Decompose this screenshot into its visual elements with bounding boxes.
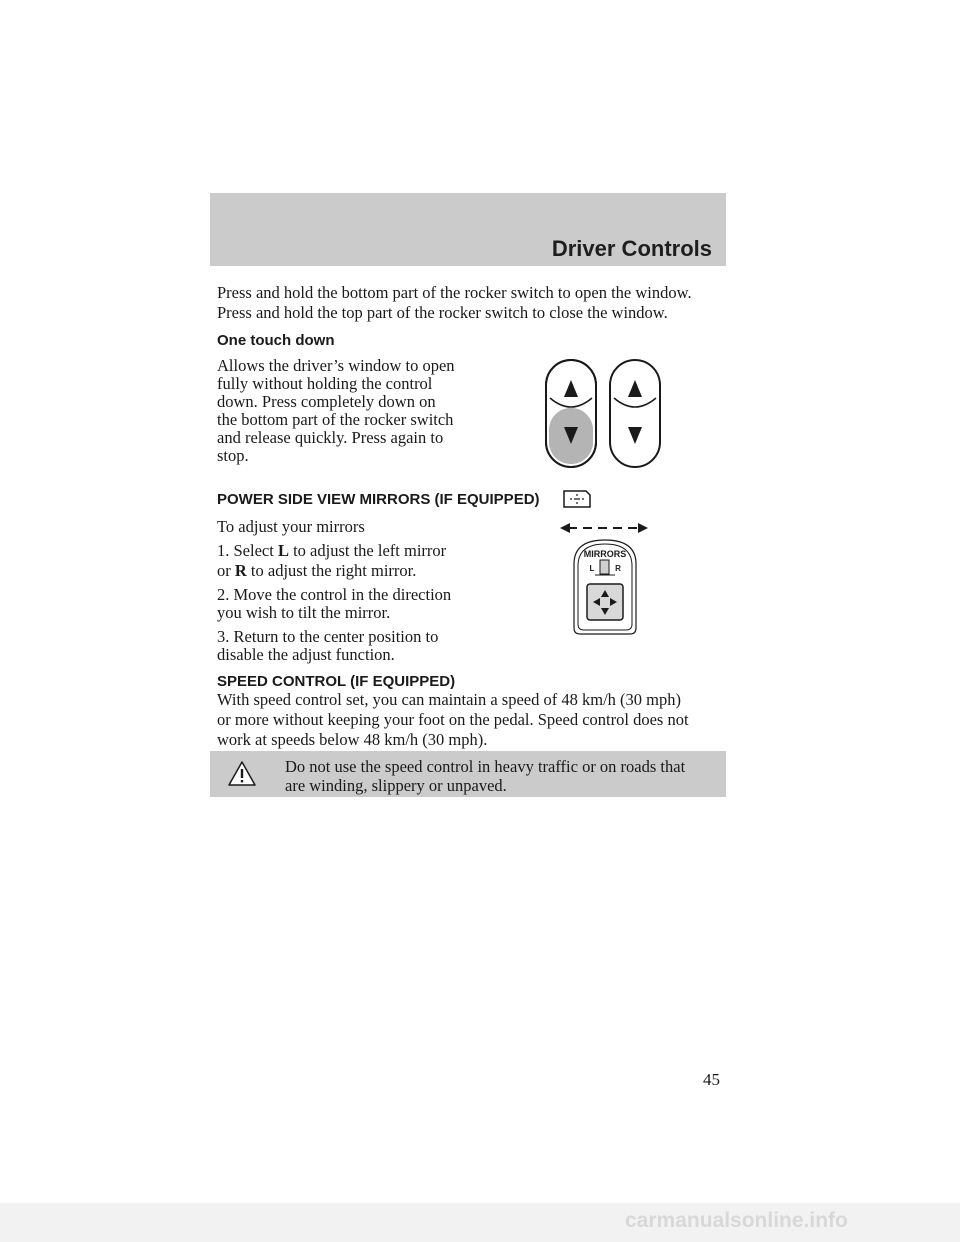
- speed-heading: SPEED CONTROL (IF EQUIPPED): [217, 673, 456, 690]
- speed-line: work at speeds below 48 km/h (30 mph).: [217, 730, 488, 749]
- window-switch-illustration: [540, 358, 666, 470]
- left-arrow-icon: [560, 523, 570, 533]
- speed-line: With speed control set, you can maintain a speed of 48 km/h (30 mph): [217, 690, 681, 709]
- one-touch-line: Allows the driver’s window to open: [217, 356, 455, 375]
- step-text: or: [217, 561, 231, 580]
- intro-line-1: Press and hold the bottom part of the rocker switch to open the window.: [217, 283, 692, 302]
- mirrors-step-3: disable the adjust function.: [217, 645, 395, 664]
- warning-box: [210, 751, 726, 797]
- lr-selector-knob: [600, 560, 609, 574]
- mirrors-step-1-cont: [217, 561, 416, 581]
- one-touch-line: down. Press completely down on: [217, 392, 436, 411]
- one-touch-line: the bottom part of the rocker switch: [217, 410, 454, 429]
- warning-text: [285, 757, 715, 795]
- mirrors-heading: POWER SIDE VIEW MIRRORS (IF EQUIPPED): [217, 491, 540, 508]
- section-header: [210, 193, 726, 266]
- step-letter-r: R: [234, 561, 247, 580]
- left-select-label: L: [589, 564, 595, 573]
- watermark-bar: [0, 1203, 960, 1242]
- mirrors-step-2: 2. Move the control in the direction: [217, 585, 452, 604]
- mirrors-intro: To adjust your mirrors: [217, 517, 365, 536]
- right-arrow-icon: [638, 523, 648, 533]
- watermark-text: carmanualsonline.info: [625, 1209, 848, 1232]
- power-mirror-icon: [562, 489, 592, 511]
- step-letter-l: L: [277, 541, 289, 560]
- intro-line-2: Press and hold the top part of the rocker switch to close the window.: [217, 303, 668, 322]
- one-touch-heading: One touch down: [217, 332, 335, 349]
- mirrors-step-2: you wish to tilt the mirror.: [217, 603, 391, 622]
- mirrors-label: MIRRORS: [583, 549, 627, 559]
- one-touch-line: stop.: [217, 446, 249, 465]
- mirrors-step-3: 3. Return to the center position to: [217, 627, 439, 646]
- warning-line: are winding, slippery or unpaved.: [285, 776, 507, 795]
- mirror-control-illustration: [560, 520, 660, 638]
- speed-line: or more without keeping your foot on the pedal. Speed control does not: [217, 710, 689, 729]
- page-number: 45: [703, 1070, 720, 1089]
- warning-triangle-icon: [227, 760, 257, 787]
- step-text: to adjust the left mirror: [293, 541, 447, 560]
- step-text: to adjust the right mirror.: [250, 561, 417, 580]
- step-text: 1. Select: [217, 541, 274, 560]
- driver-window-switch: [546, 360, 596, 467]
- warning-line: Do not use the speed control in heavy traffic or on roads that: [285, 757, 686, 776]
- mirrors-step-1: [217, 541, 446, 561]
- right-select-label: R: [615, 564, 621, 573]
- one-touch-line: and release quickly. Press again to: [217, 428, 444, 447]
- passenger-window-switch: [610, 360, 660, 467]
- section-title: Driver Controls: [551, 236, 712, 261]
- one-touch-line: fully without holding the control: [217, 374, 433, 393]
